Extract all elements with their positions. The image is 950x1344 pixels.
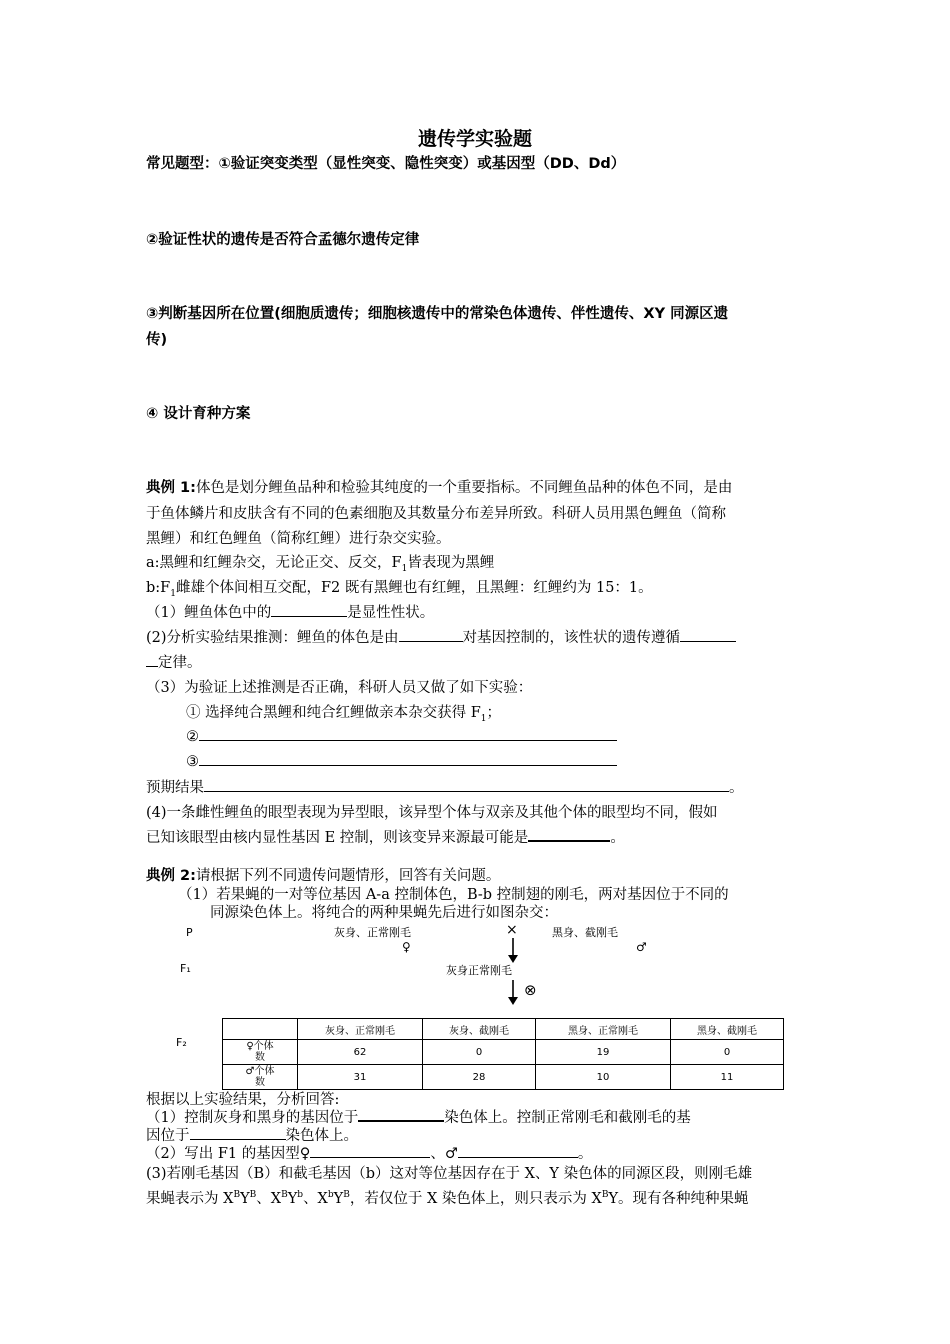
answer-blank [358, 1106, 444, 1122]
table-row [223, 1065, 784, 1090]
question-types-line-3b: 传) [146, 332, 168, 348]
example2-question-1-line-1: （1）若果蝇的一对等位基因 A-a 控制体色，B-b 控制翅的刚毛，两对基因位于不同的 [178, 887, 729, 903]
example2-answer-1-line-1: （1）控制灰身和黑身的基因位于 染色体上。控制正常刚毛和截刚毛的基 [146, 1106, 691, 1127]
example1-step-1: ① 选择纯合黑鲤和纯合红鲤做亲本杂交获得 $F_1$； [186, 705, 502, 724]
page-title: 遗传学实验题 [417, 128, 532, 150]
answer-blank [310, 1143, 430, 1158]
answer-blank [190, 1125, 286, 1140]
example1-expected-result: 预期结果 。 [146, 776, 744, 797]
example1-fact-b: $b:F_1$雌雄个体间相互交配，F2 既有黑鲤也有红鲤，且黑鲤：红鲤约为 15：1。 [146, 580, 653, 599]
self-cross-icon: ⊗ [524, 981, 537, 999]
example2-label: 典例 2: [146, 868, 196, 884]
male-symbol-icon: ♂ [636, 940, 647, 954]
example1-question-2: (2)分析实验结果推测：鲤鱼的体色是由 对基因控制的，该性状的遗传遵循 [146, 626, 736, 647]
arrow-down-icon [506, 980, 520, 1006]
example2-intro: 典例 2:请根据下列不同遗传问题情形，回答有关问题。 [146, 868, 501, 884]
table-cell: 11 [671, 1065, 784, 1090]
example1-question-4-line-2: 已知该眼型由核内显性基因 E 控制，则该变异来源最可能是 。 [146, 826, 625, 847]
table-header-cell: 灰身、截刚毛 [423, 1019, 536, 1040]
example2-answer-2: （2）写出 F1 的基因型♀ 、♂ 。 [146, 1142, 592, 1163]
f2-results-table [222, 1018, 784, 1090]
example2-analysis-intro: 根据以上实验结果，分析回答: [146, 1092, 340, 1108]
question-types-line-1: 常见题型：①验证突变类型（显性突变、隐性突变）或基因型（DD、Dd） [146, 156, 626, 172]
answer-blank [199, 726, 617, 741]
answer-blank [399, 627, 463, 642]
example1-question-3: （3）为验证上述推测是否正确，科研人员又做了如下实验： [146, 680, 533, 696]
example2-answer-1-line-2: 因位于 染色体上。 [146, 1124, 358, 1145]
answer-blank [146, 652, 158, 667]
example1-question-2-cont: 定律。 [146, 651, 202, 672]
parent-male-phenotype: 黑身、截刚毛 [552, 926, 618, 939]
answer-blank [204, 777, 729, 792]
table-row-label: ♂个体 数 [223, 1065, 298, 1090]
table-cell: 62 [298, 1040, 423, 1065]
example2-answer-3-line-2: 果蝇表示为 $X^BY^B$、$X^BY^b$、$X^bY^B$，若仅位于 X 染色体上，则只表示为 $X^BY$。现有各种纯种果蝇 [146, 1190, 749, 1207]
question-types-line-2: ②验证性状的遗传是否符合孟德尔遗传定律 [146, 232, 420, 248]
table-header-row [223, 1019, 784, 1040]
answer-blank [680, 627, 736, 642]
example1-paragraph-line-1: 典例 1:体色是划分鲤鱼品种和检验其纯度的一个重要指标。不同鲤鱼品种的体色不同，是由 [146, 480, 733, 496]
example1-fact-a: a:黑鲤和红鲤杂交，无论正交、反交，$F_1$皆表现为黑鲤 [146, 555, 495, 574]
generation-label-f1: F₁ [180, 962, 191, 975]
answer-blank [528, 826, 610, 842]
table-header-cell: 黑身、截刚毛 [671, 1019, 784, 1040]
cross-symbol: × [506, 922, 518, 938]
example1-label: 典例 1: [146, 480, 196, 496]
female-symbol-icon: ♀ [402, 940, 411, 954]
example1-question-4-line-1: (4)一条雌性鲤鱼的眼型表现为异型眼，该异型个体与双亲及其他个体的眼型均不同，假如 [146, 805, 718, 821]
question-types-line-3a: ③判断基因所在位置(细胞质遗传；细胞核遗传中的常染色体遗传、伴性遗传、XY 同源区遗 [146, 306, 729, 322]
parent-female-phenotype: 灰身、正常刚毛 [334, 926, 411, 939]
table-cell: 31 [298, 1065, 423, 1090]
answer-blank [458, 1143, 578, 1158]
arrow-down-icon [506, 938, 520, 964]
table-header-cell: 黑身、正常刚毛 [536, 1019, 671, 1040]
answer-blank [199, 751, 617, 766]
example1-step-3: ③ [186, 751, 617, 770]
table-cell: 10 [536, 1065, 671, 1090]
table-cell: 0 [423, 1040, 536, 1065]
table-cell: 28 [423, 1065, 536, 1090]
generation-label-p: P [186, 926, 193, 939]
example2-question-1-line-2: 同源染色体上。将纯合的两种果蝇先后进行如图杂交： [210, 905, 558, 921]
f1-phenotype: 灰身正常刚毛 [446, 964, 512, 977]
table-header-cell: 灰身、正常刚毛 [298, 1019, 423, 1040]
example1-paragraph-line-3: 黑鲤）和红色鲤鱼（简称红鲤）进行杂交实验。 [146, 531, 451, 547]
question-types-line-4: ④ 设计育种方案 [146, 406, 251, 422]
example1-paragraph-line-2: 于鱼体鳞片和皮肤含有不同的色素细胞及其数量分布差异所致。科研人员用黑色鲤鱼（简称 [146, 506, 726, 522]
example1-question-1: （1）鲤鱼体色中的 是显性性状。 [146, 601, 434, 622]
answer-blank [271, 602, 347, 617]
example2-answer-3-line-1: (3)若刚毛基因（B）和截毛基因（b）这对等位基因存在于 X、Y 染色体的同源区段，则刚毛雄 [146, 1166, 753, 1182]
generation-label-f2: F₂ [176, 1036, 187, 1049]
table-row [223, 1040, 784, 1065]
table-cell: 0 [671, 1040, 784, 1065]
example1-step-2: ② [186, 726, 617, 745]
table-row-label: ♀个体 数 [223, 1040, 298, 1065]
table-cell: 19 [536, 1040, 671, 1065]
